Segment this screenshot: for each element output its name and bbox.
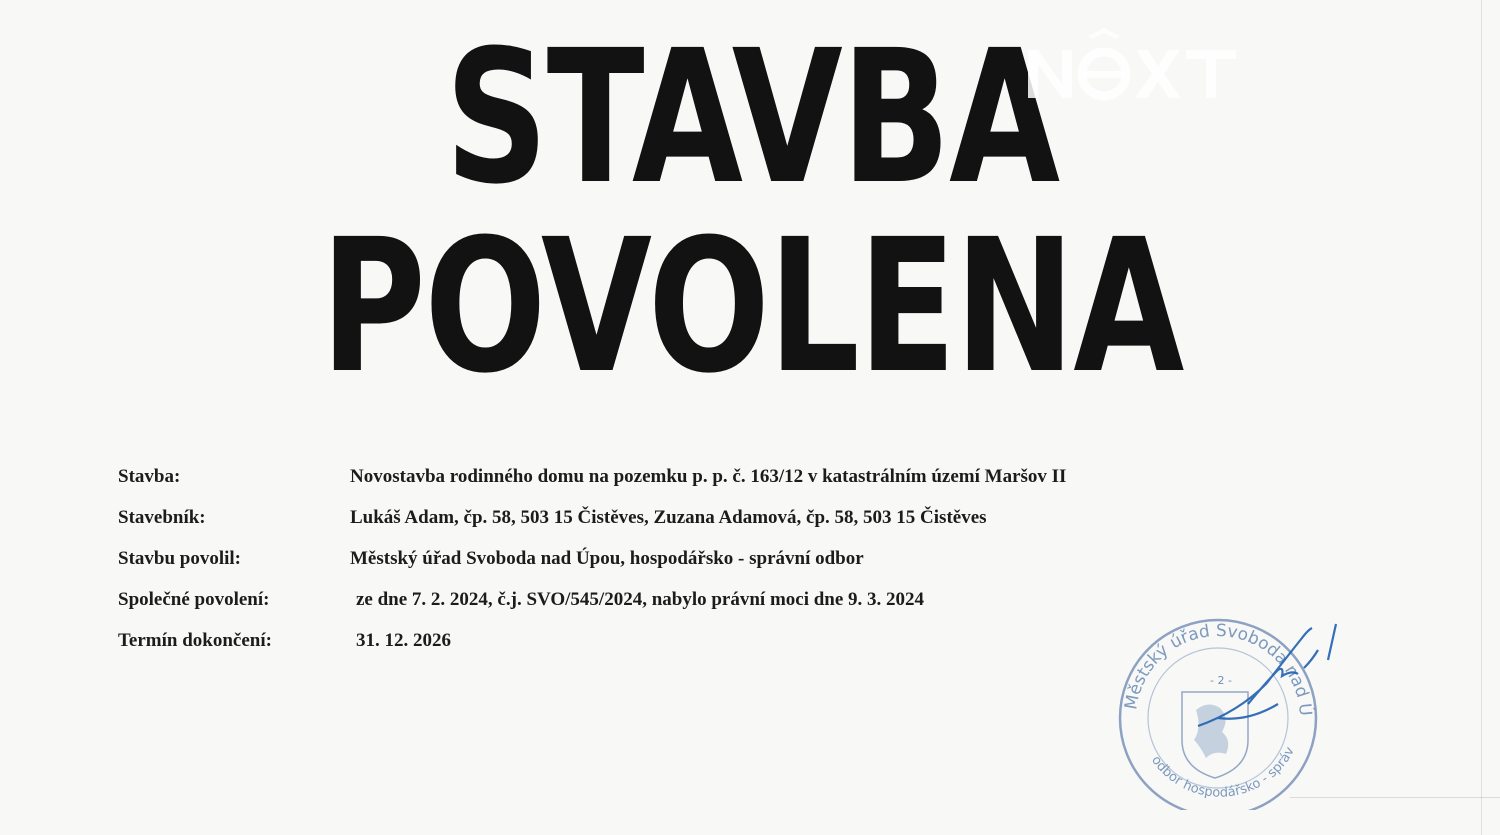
detail-label: Termín dokončení: — [118, 630, 272, 651]
detail-value: 31. 12. 2026 — [356, 630, 451, 651]
stamp-number: - 2 - — [1210, 674, 1232, 687]
detail-label: Společné povolení: — [118, 589, 270, 610]
stamp-text-bottom: odbor hospodářsko - správ — [1148, 744, 1298, 801]
detail-label: Stavebník: — [118, 507, 206, 528]
detail-label: Stavbu povolil: — [118, 548, 242, 569]
stamp-seal-icon — [1098, 600, 1338, 810]
scan-edge-line — [1481, 0, 1482, 835]
watermark-icon — [1024, 28, 1244, 108]
detail-value: Městský úřad Svoboda nad Úpou, hospodářsko - správní odbor — [350, 548, 864, 569]
stamp-text-top: Městský úřad Svoboda nad Ú — [1121, 620, 1316, 717]
detail-value: Novostavba rodinného domu na pozemku p. p. č. 163/12 v katastrálním území Maršov II — [350, 466, 1067, 487]
headline-stavba: STAVBA — [444, 11, 1059, 225]
detail-value: ze dne 7. 2. 2024, č.j. SVO/545/2024, nabylo právní moci dne 9. 3. 2024 — [356, 589, 925, 610]
scan-bottom-line — [1290, 797, 1500, 798]
svg-text:Městský úřad Svoboda nad Úpou — [1098, 600, 1317, 717]
detail-value: Lukáš Adam, čp. 58, 503 15 Čistěves, Zuzana Adamová, čp. 58, 503 15 Čistěves — [350, 507, 987, 528]
next-watermark-logo — [1024, 28, 1244, 108]
detail-label: Stavba: — [118, 466, 181, 487]
headline-povolena: POVOLENA — [320, 200, 1183, 414]
official-stamp — [1098, 600, 1338, 810]
